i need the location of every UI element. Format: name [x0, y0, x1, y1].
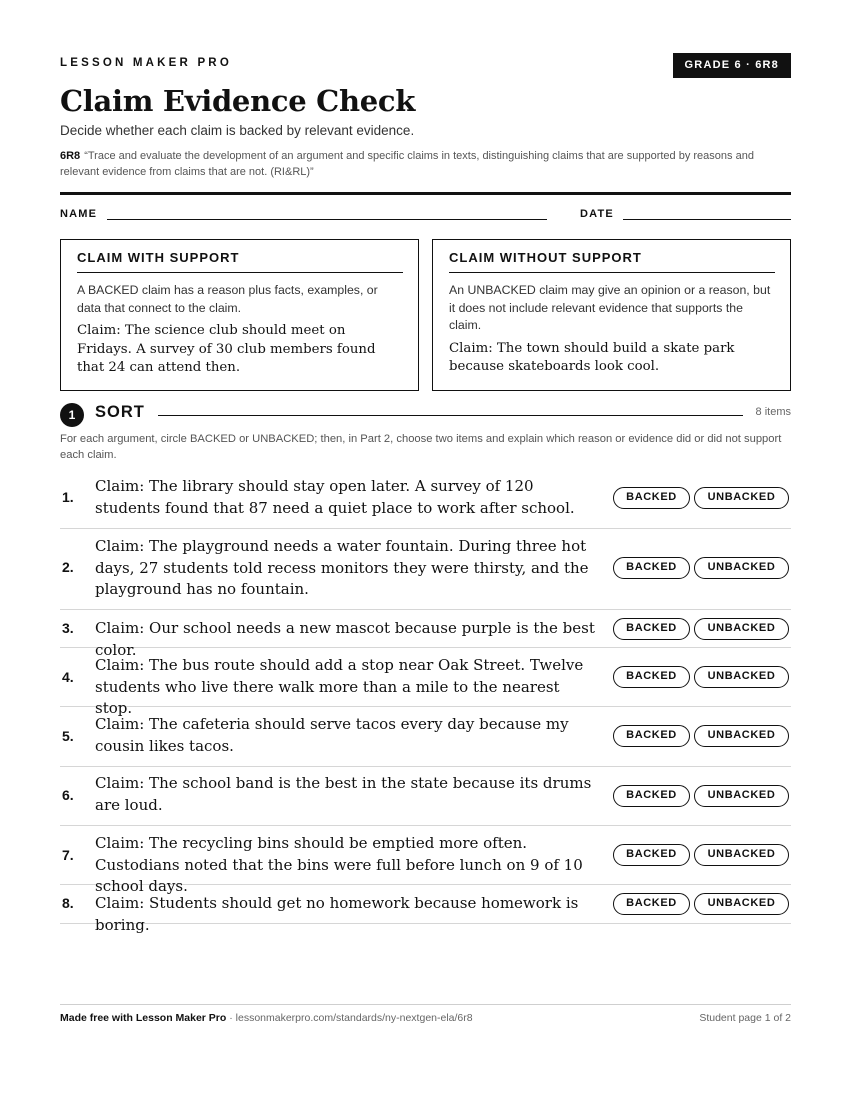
- item-text: Claim: The cafeteria should serve tacos every day because my cousin likes tacos.: [95, 715, 569, 755]
- page-indicator: Student page 1 of 2: [699, 1012, 791, 1024]
- unbacked-button[interactable]: UNBACKED: [694, 893, 789, 915]
- backed-button[interactable]: BACKED: [613, 618, 690, 640]
- item-number: 1.: [62, 489, 74, 505]
- item-text: Claim: The school band is the best in the state because its drums are loud.: [95, 774, 592, 814]
- item-number: 8.: [62, 895, 74, 911]
- list-item: [60, 529, 791, 610]
- grade-badge: GRADE 6 · 6R8: [673, 53, 791, 78]
- footer-url: · lessonmakerpro.com/standards/ny-nextgen-ela/6r8: [226, 1012, 473, 1024]
- item-list: [60, 468, 791, 934]
- box-example: Claim: The town should build a skate park because skateboards look cool.: [449, 340, 735, 374]
- list-item: [60, 468, 791, 529]
- unbacked-button[interactable]: UNBACKED: [694, 785, 789, 807]
- footer-divider: [60, 1004, 791, 1005]
- item-number: 2.: [62, 559, 74, 575]
- list-item: [60, 826, 791, 895]
- item-text: Claim: The library should stay open later. A survey of 120 students found that 87 need a quiet place to work after school.: [95, 477, 575, 517]
- item-text: Claim: Students should get no homework because homework is boring.: [95, 894, 579, 934]
- backed-button[interactable]: BACKED: [613, 844, 690, 866]
- box-definition: A BACKED claim has a reason plus facts, examples, or data that connect to the claim.: [77, 283, 378, 315]
- worksheet-page: [60, 0, 791, 1100]
- section-title: SORT: [95, 403, 145, 421]
- backed-button[interactable]: BACKED: [613, 557, 690, 579]
- header-divider: [60, 192, 791, 195]
- item-number: 4.: [62, 669, 74, 685]
- item-number: 7.: [62, 847, 74, 863]
- section-instructions: For each argument, circle BACKED or UNBACKED; then, in Part 2, choose two items and explain which reason or evidence did or did not support each claim.: [60, 433, 782, 461]
- item-number: 6.: [62, 787, 74, 803]
- standard-code: 6R8: [60, 150, 81, 162]
- backed-button[interactable]: BACKED: [613, 666, 690, 688]
- list-item: [60, 648, 791, 717]
- section-rule: [158, 415, 743, 416]
- standard-description: [60, 148, 791, 180]
- list-item: [60, 707, 791, 767]
- date-label: DATE: [580, 208, 614, 220]
- unbacked-button[interactable]: UNBACKED: [694, 725, 789, 747]
- unbacked-button[interactable]: UNBACKED: [694, 666, 789, 688]
- page-subtitle: Decide whether each claim is backed by relevant evidence.: [60, 123, 415, 138]
- date-field[interactable]: [623, 219, 791, 220]
- item-number: 3.: [62, 620, 74, 636]
- footer-credit: [60, 1012, 473, 1024]
- backed-button[interactable]: BACKED: [613, 725, 690, 747]
- box-title: CLAIM WITHOUT SUPPORT: [449, 250, 775, 273]
- unbacked-button[interactable]: UNBACKED: [694, 844, 789, 866]
- claim-with-support-box: [60, 239, 419, 391]
- box-example: Claim: The science club should meet on Fridays. A survey of 30 club members found that 24 can attend then.: [77, 323, 376, 375]
- brand-name: LESSON MAKER PRO: [60, 57, 232, 69]
- unbacked-button[interactable]: UNBACKED: [694, 618, 789, 640]
- box-title: CLAIM WITH SUPPORT: [77, 250, 403, 273]
- section-number: 1: [60, 403, 84, 427]
- name-field[interactable]: [107, 219, 547, 220]
- footer-made-with: Made free with Lesson Maker Pro: [60, 1012, 227, 1024]
- box-definition: An UNBACKED claim may give an opinion or a reason, but it does not include relevant evidence that supports the claim.: [449, 283, 771, 332]
- unbacked-button[interactable]: UNBACKED: [694, 557, 789, 579]
- section-header: [60, 402, 791, 426]
- list-item: [60, 767, 791, 826]
- item-count: 8 items: [755, 406, 791, 418]
- backed-button[interactable]: BACKED: [613, 785, 690, 807]
- page-title: Claim Evidence Check: [60, 84, 416, 118]
- item-text: Claim: Our school needs a new mascot because purple is the best color.: [95, 619, 595, 659]
- item-text: Claim: The playground needs a water fountain. During three hot days, 27 students told recess monitors they were thirsty, and the playground has no fountain.: [95, 537, 589, 598]
- claim-without-support-box: [432, 239, 791, 391]
- item-text: Claim: The recycling bins should be emptied more often. Custodians noted that the bins were full before lunch on 9 of 10 school days.: [95, 834, 583, 895]
- standard-text: “Trace and evaluate the development of an argument and specific claims in texts, distinguishing claims that are supported by reasons and relevant evidence from claims that are not. (RI&RL)”: [60, 150, 754, 178]
- item-number: 5.: [62, 728, 74, 744]
- backed-button[interactable]: BACKED: [613, 487, 690, 509]
- item-text: Claim: The bus route should add a stop near Oak Street. Twelve students who live there walk more than a mile to the nearest stop.: [95, 656, 584, 717]
- name-label: NAME: [60, 208, 98, 220]
- name-date-row: [60, 208, 791, 222]
- list-item: [60, 610, 791, 659]
- list-item: [60, 885, 791, 934]
- unbacked-button[interactable]: UNBACKED: [694, 487, 789, 509]
- backed-button[interactable]: BACKED: [613, 893, 690, 915]
